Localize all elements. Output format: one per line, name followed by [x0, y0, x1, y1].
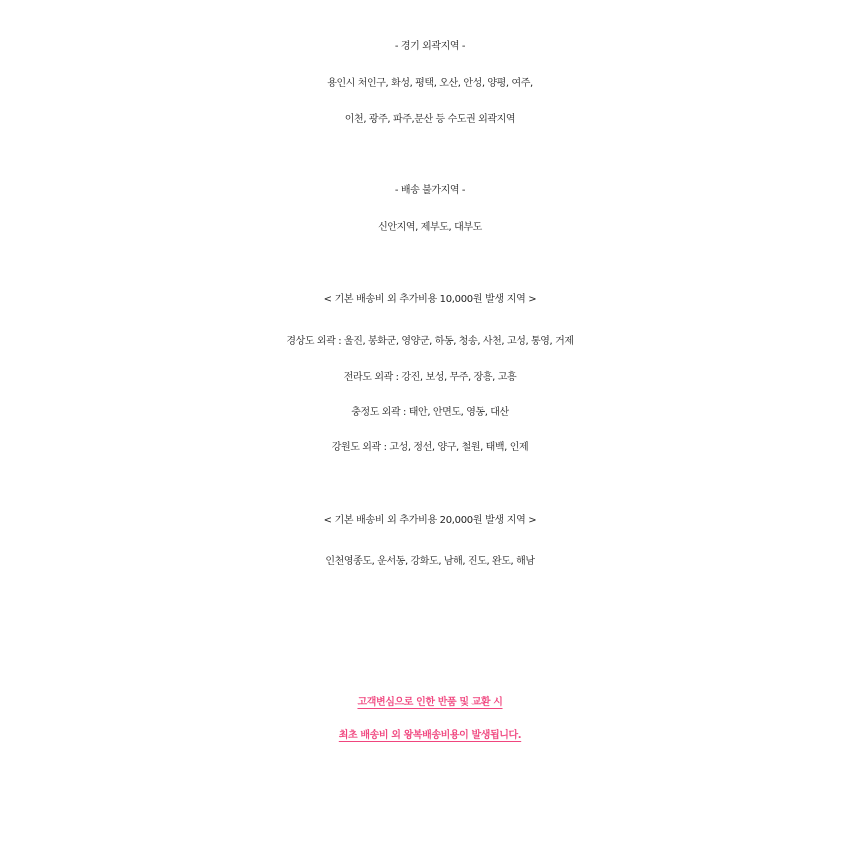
return-notice-line: 고객변심으로 인한 반품 및 교환 시	[357, 697, 503, 708]
region-line: 경상도 외곽 : 울진, 봉화군, 영양군, 하동, 청송, 사천, 고성, 통영, 거제	[286, 336, 574, 347]
region-line: 충정도 외곽 : 태안, 안면도, 영동, 대산	[351, 407, 509, 418]
region-line: 이천, 광주, 파주,문산 등 수도권 외곽지역	[344, 114, 516, 125]
region-line: 용인시 처인구, 화성, 평택, 오산, 안성, 양평, 여주,	[327, 78, 533, 89]
section-title-no-delivery: - 배송 불가지역 -	[394, 185, 466, 196]
region-line: 전라도 외곽 : 강진, 보성, 무주, 장흥, 고흥	[343, 372, 517, 383]
section-title-gyeonggi: - 경기 외곽지역 -	[394, 41, 466, 52]
return-notice-line: 최초 배송비 외 왕복배송비용이 발생됩니다.	[338, 730, 522, 741]
section-title-extra-20000: < 기본 배송비 외 추가비용 20,000원 발생 지역 >	[323, 515, 537, 526]
region-line: 강원도 외곽 : 고성, 정선, 양구, 철원, 태백, 인제	[331, 442, 529, 453]
region-line: 인천영종도, 운서동, 강화도, 남해, 진도, 완도, 해남	[325, 556, 535, 567]
section-title-extra-10000: < 기본 배송비 외 추가비용 10,000원 발생 지역 >	[323, 294, 537, 305]
region-line: 신안지역, 제부도, 대부도	[378, 222, 482, 233]
